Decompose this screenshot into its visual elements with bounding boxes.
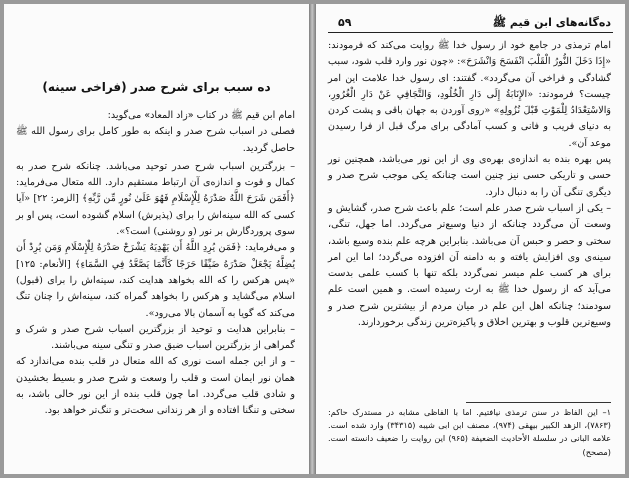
page-number: ۵۹ <box>338 16 352 29</box>
paragraph: پس بهره بنده به اندازه‌ی بهره‌ی وی از این نور می‌باشد، همچنین نور حسی و تاریکی حسی نیز چنین است چنانکه یکی موجب شرح صدر و دیگری تنگی آن را به دنبال دارد. <box>328 154 611 198</box>
right-page <box>316 4 625 474</box>
paragraph: – بنابراین هدایت و توحید از بزرگترین اسباب شرح صدر و شرک و گمراهی از بزرگترین اسباب ضیق صدر و تنگی سینه می‌باشند. <box>16 323 295 352</box>
left-body <box>16 108 295 420</box>
left-page <box>4 4 309 474</box>
paragraph: – و از این جمله است نوری که الله متعال در قلب بنده می‌اندازد که همان نور ایمان است و قلب را وسعت و شرح صدر و بسیط بخشیدن و شادی قلب می‌گردد. اما چون قلب بنده از این نور خالی باشد، به سختی و تنگنا افتاده و از هر زندانی سخت‌تر و تنگ‌تر خواهد بود. <box>16 356 295 417</box>
intro-paragraph: فصلی در اسباب شرح صدر و اینکه به طور کامل برای رسول الله ﷺ حاصل گردید. <box>16 126 295 154</box>
running-header <box>328 14 613 33</box>
footnote <box>328 406 611 459</box>
paragraph: و می‌فرماید: ﴿فَمَن يُرِدِ اللَّهُ أَن يَهْدِيَهُ يَشْرَحْ صَدْرَهُ لِلْإِسْلَامِ وَمَن يُرِدْ أَن يُضِلَّهُ يَجْعَلْ صَدْرَهُ ضَيِّقًا حَرَجًا كَأَنَّمَا يَصَّعَّدُ فِي السَّمَاءِ﴾ [الأنعام: ۱۲۵] «پس هرکس را که الله بخواهد هدایت کند، سینه‌اش را برای (قبول) اسلام می‌گشاید و هرکس را بخواهد گمراه کند، سینه‌اش را چنان تنگ می‌کند که گویا به آسمان بالا می‌رود». <box>16 242 295 319</box>
paragraph: امام ترمذی در جامع خود از رسول خدا ﷺ روایت می‌کند که فرمودند: «إِذَا دَخَلَ النُّورُ الْقَلْبَ انْفَسَحَ وَانْشَرَحَ»: «چون نور وارد قلب شود، سبب گشادگی و فراخی آن می‌گردد». گفتند: ای رسول خدا علامت این امر چیست؟ فرمودند: «الإِنَابَةُ إِلَى دَارِ الْخُلُودِ، وَالتَّجَافِي عَنْ دَارِ الْغُرُورِ، وَالاسْتِعْدَادُ لِلْمَوْتِ قَبْلَ نُزُولِهِ» «روی آوردن به جهان باقی و پشت کردن به دنیای فریب و فانی و کسب آمادگی برای مرگ قبل از فرا رسیدن موعد آن». <box>328 40 611 149</box>
section-heading: ده سبب برای شرح صدر (فراخی سینه) <box>42 80 271 94</box>
header-title: ده‌گانه‌های ابن قیم ﷺ <box>492 16 611 29</box>
intro-line: امام ابن قیم ﷺ در کتاب «زاد المعاد» می‌گوید: <box>107 110 295 121</box>
right-body <box>328 38 611 331</box>
footnote-text: ۱– این الفاظ در سنن ترمذی نیافتیم. اما با الفاظی مشابه در مستدرک حاکم: (۷۸۶۳)، الزهد الکبیر بیهقی (۹۷۴)، مصنف ابن ابی شیبه (۳۴۳۱۵) وارد شده است. علامه البانی در سلسلة الأحادیث الضعیفة (۹۶۵) این روایت را ضعیف دانسته است. (مصحح) <box>328 407 611 457</box>
paragraph: – بزرگترین اسباب شرح صدر توحید می‌باشد. چنانکه شرح صدر به کمال و قوت و اندازه‌ی آن ارتباط مستقیم دارد. الله متعال می‌فرماید: ﴿أَفَمَن شَرَحَ اللَّهُ صَدْرَهُ لِلْإِسْلَامِ فَهُوَ عَلَىٰ نُورٍ مِّن رَّبِّهِ﴾ [الزمر: ۲۲] «آیا کسی که الله سینه‌اش را برای (پذیرش) اسلام گشوده است، پس او بر سوی پروردگارش بر نور (و روشنی) است؟». <box>16 160 296 238</box>
paragraph: – یکی از اسباب شرح صدر علم است؛ علم باعث شرح صدر، گشایش و وسعت آن می‌گردد چنانکه از دنیا وسیع‌تر می‌گردد. اما جهل، تنگی، سختی و حصر و حبس آن می‌باشد. بنابراین هرچه علم بنده وسیع باشد، سینه‌ی وی افزایش یافته و به دامنه آن افزوده می‌گردد؛ اما این امر برای هر کسب علم میسر نمی‌گردد بلکه تنها با کسب علمی بدست می‌آید که از رسول خدا ﷺ به ارث رسیده است. و همین است علم سودمند؛ چنانکه اهل این علم در میان مردم از بیشترین شرح صدر و وسیع‌ترین قلوب و بهترین اخلاق و پاکیزه‌ترین زندگی برخوردارند. <box>328 202 611 329</box>
footnote-rule <box>466 402 611 403</box>
book-gutter <box>309 4 316 474</box>
